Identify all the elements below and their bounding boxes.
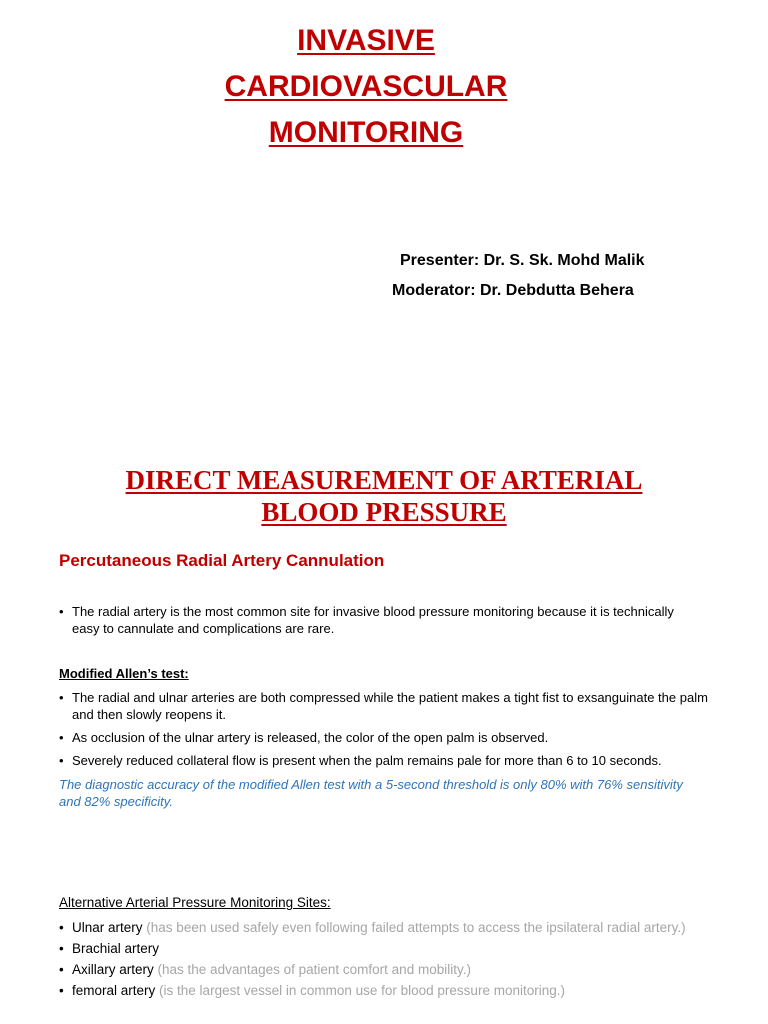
main-title-line-2: CARDIOVASCULAR	[224, 70, 508, 103]
presenter-credit: Presenter: Dr. S. Sk. Mohd Malik	[400, 252, 645, 269]
site-name: femoral artery	[72, 983, 156, 998]
intro-bullet-text: The radial artery is the most common site for invasive blood pressure monitoring because it is technically easy to cannulate and complications are rare.	[72, 604, 674, 636]
allen-test-heading: Modified Allen’s test:	[59, 666, 189, 681]
allen-bullet-text: As occlusion of the ulnar artery is released, the color of the open palm is observed.	[72, 730, 549, 745]
bullet-icon: •	[59, 962, 64, 977]
list-item	[59, 941, 719, 956]
site-note: (is the largest vessel in common use for blood pressure monitoring.)	[159, 983, 565, 998]
main-title-line-1: INVASIVE	[297, 24, 435, 57]
bullet-icon: •	[59, 753, 64, 768]
moderator-credit: Moderator: Dr. Debdutta Behera	[392, 282, 634, 299]
bullet-icon: •	[59, 920, 64, 935]
list-item	[59, 962, 719, 977]
section-subtitle: Percutaneous Radial Artery Cannulation	[59, 551, 385, 570]
site-name: Brachial artery	[72, 941, 160, 956]
section-title-line-1: DIRECT MEASUREMENT OF ARTERIAL	[125, 465, 643, 495]
site-note: (has been used safely even following failed attempts to access the ipsilateral radial artery.)	[146, 920, 686, 935]
bullet-icon: •	[59, 730, 64, 745]
main-title-line-3: MONITORING	[268, 116, 464, 149]
allen-bullet-text: Severely reduced collateral flow is present when the palm remains pale for more than 6 to 10 seconds.	[72, 753, 662, 768]
site-name: Axillary artery	[72, 962, 154, 977]
list-item	[59, 920, 719, 935]
bullet-icon: •	[59, 983, 64, 998]
section-title-line-2: BLOOD PRESSURE	[261, 497, 507, 527]
list-item	[59, 689, 719, 723]
list-item	[59, 729, 719, 746]
bullet-icon: •	[59, 604, 64, 619]
allen-test-list	[59, 689, 719, 775]
list-item	[59, 983, 719, 998]
alt-sites-list	[59, 920, 719, 1004]
main-title	[0, 18, 732, 156]
site-note: (has the advantages of patient comfort and mobility.)	[157, 962, 471, 977]
site-name: Ulnar artery	[72, 920, 143, 935]
intro-block	[59, 603, 699, 643]
section-title	[0, 464, 768, 528]
list-item	[59, 752, 719, 769]
accuracy-note: The diagnostic accuracy of the modified Allen test with a 5-second threshold is only 80% with 76% sensitivity and 82% specificity.	[59, 777, 683, 809]
alt-sites-heading: Alternative Arterial Pressure Monitoring Sites:	[59, 895, 331, 910]
bullet-icon: •	[59, 690, 64, 705]
list-item	[59, 603, 699, 637]
bullet-icon: •	[59, 941, 64, 956]
allen-bullet-text: The radial and ulnar arteries are both compressed while the patient makes a tight fist to exsanguinate the palm and then slowly reopens it.	[72, 690, 708, 722]
